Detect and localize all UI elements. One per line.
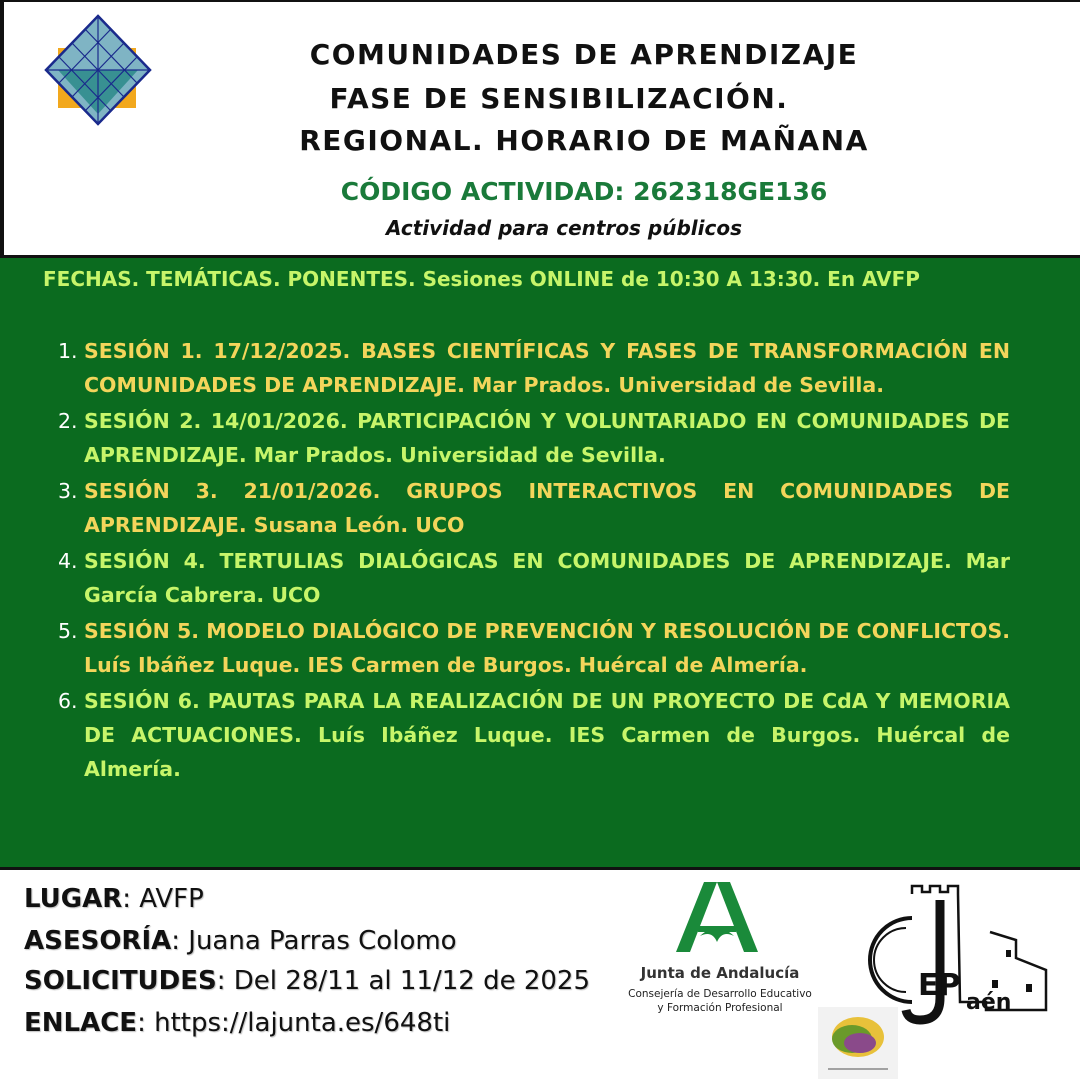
junta-dept-line-1: Consejería de Desarrollo Educativo <box>628 988 812 1000</box>
lugar-label: LUGAR <box>24 884 123 914</box>
lugar-value: : AVFP <box>122 884 204 914</box>
info-solicitudes <box>24 966 590 996</box>
geometric-diamond-logo-icon <box>42 14 154 126</box>
session-number: 2. <box>58 409 78 433</box>
session-text: SESIÓN 3. 21/01/2026. GRUPOS INTERACTIVOS EN COMUNIDADES DE APRENDIZAJE. Susana León. UCO <box>84 479 1010 537</box>
info-enlace <box>24 1008 450 1038</box>
title-line-1: COMUNIDADES DE APRENDIZAJE <box>309 38 859 71</box>
session-number: 3. <box>58 479 78 503</box>
session-text: SESIÓN 1. 17/12/2025. BASES CIENTÍFICAS Y FASES DE TRANSFORMACIÓN EN COMUNIDADES DE APRENDIZAJE. Mar Prados. Universidad de Sevilla. <box>84 339 1010 397</box>
cep-text-jaen: aén <box>966 990 1012 1015</box>
session-number: 5. <box>58 619 78 643</box>
session-text: SESIÓN 2. 14/01/2026. PARTICIPACIÓN Y VOLUNTARIADO EN COMUNIDADES DE APRENDIZAJE. Mar Prados. Universidad de Sevilla. <box>84 409 1010 467</box>
panel-heading: FECHAS. TEMÁTICAS. PONENTES. Sesiones ONLINE de 10:30 A 13:30. En AVFP <box>43 267 920 291</box>
solicitudes-value: : Del 28/11 al 11/12 de 2025 <box>216 966 591 996</box>
solicitudes-label: SOLICITUDES <box>24 966 217 996</box>
session-item-2 <box>58 404 1010 472</box>
asesoria-label: ASESORÍA <box>24 926 172 956</box>
info-asesoria <box>24 926 457 956</box>
header-section <box>0 0 1080 258</box>
session-text: SESIÓN 6. PAUTAS PARA LA REALIZACIÓN DE UN PROYECTO DE CdA Y MEMORIA DE ACTUACIONES. Luís Ibáñez Luque. IES Carmen de Burgos. Huércal de Almería. <box>84 689 1010 781</box>
session-number: 6. <box>58 689 78 713</box>
enlace-label: ENLACE <box>24 1008 138 1038</box>
session-item-6 <box>58 684 1010 786</box>
session-text: SESIÓN 5. MODELO DIALÓGICO DE PREVENCIÓN Y RESOLUCIÓN DE CONFLICTOS. Luís Ibáñez Luque. IES Carmen de Burgos. Huércal de Almería. <box>84 619 1010 677</box>
session-number: 1. <box>58 339 78 363</box>
junta-name: Junta de Andalucía <box>640 964 800 982</box>
sessions-panel <box>0 258 1080 870</box>
activity-code: CÓDIGO ACTIVIDAD: 262318GE136 <box>340 177 828 206</box>
footer-section <box>0 872 1080 1080</box>
session-number: 4. <box>58 549 78 573</box>
junta-andalucia-logo <box>620 880 820 1022</box>
session-item-1 <box>58 334 1010 402</box>
session-text: SESIÓN 4. TERTULIAS DIALÓGICAS EN COMUNIDADES DE APRENDIZAJE. Mar García Cabrera. UCO <box>84 549 1010 607</box>
junta-andalucia-a-logo-icon <box>672 880 762 958</box>
session-item-5 <box>58 614 1010 682</box>
session-item-3 <box>58 474 1010 542</box>
audience-subtitle: Actividad para centros públicos <box>385 216 743 240</box>
session-item-4 <box>58 544 1010 612</box>
session-list <box>58 334 1010 788</box>
junta-dept-line-2: y Formación Profesional <box>657 1002 783 1014</box>
cep-text-ep: EP <box>918 968 961 1003</box>
red-provincial-cda-logo-icon <box>818 1007 898 1079</box>
info-lugar <box>24 884 204 914</box>
enlace-link[interactable]: : https://lajunta.es/648ti <box>137 1008 451 1038</box>
asesoria-value: : Juana Parras Colomo <box>171 926 457 956</box>
title-line-2: FASE DE SENSIBILIZACIÓN. <box>329 82 789 115</box>
title-line-3: REGIONAL. HORARIO DE MAÑANA <box>299 124 869 157</box>
